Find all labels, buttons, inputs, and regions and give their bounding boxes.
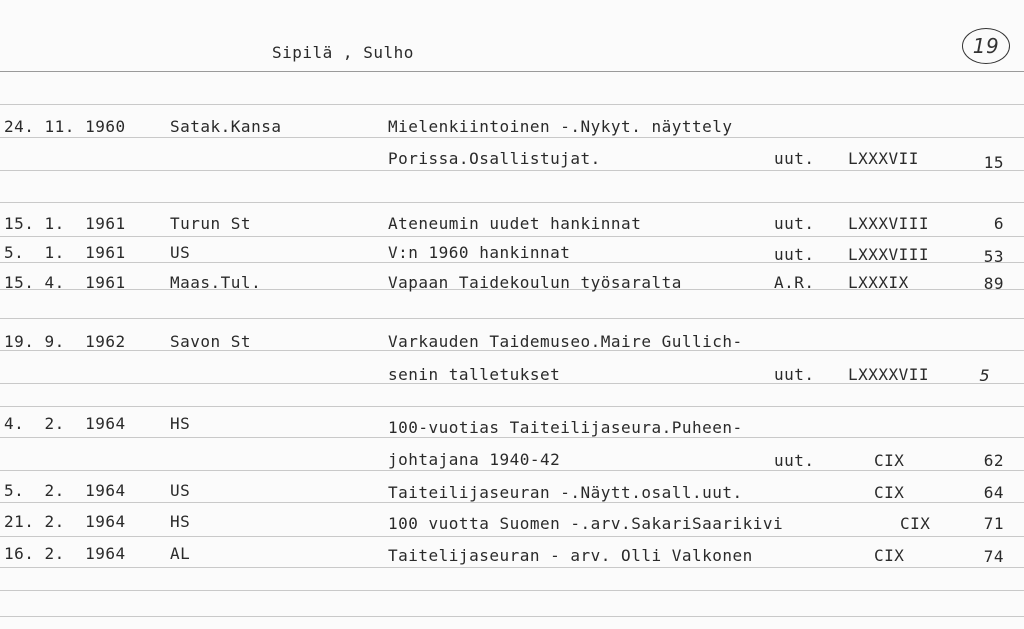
ruled-line [0, 590, 1024, 591]
entry-volume: CIX [874, 451, 905, 470]
entry-page: 89 [983, 274, 1004, 293]
ruled-line [0, 536, 1024, 537]
entry-volume: CIX [874, 483, 905, 502]
entry-page: 15 [983, 153, 1004, 172]
ruled-line [0, 236, 1024, 237]
entry-title: johtajana 1940-42 [388, 450, 561, 469]
entry-title: Mielenkiintoinen -.Nykyt. näyttely [388, 117, 733, 136]
entry-date: 15. 4. 1961 [4, 273, 126, 292]
entry-volume: CIX [900, 514, 931, 533]
entry-source: AL [170, 544, 191, 563]
ruled-line [0, 170, 1024, 171]
entry-source: Maas.Tul. [170, 273, 262, 292]
entry-source: HS [170, 512, 191, 531]
ruled-line [0, 104, 1024, 105]
entry-title: 100 vuotta Suomen -.arv.SakariSaarikivi [388, 514, 784, 533]
ruled-line [0, 202, 1024, 203]
entry-title: senin talletukset [388, 365, 561, 384]
entry-page: 74 [983, 547, 1004, 566]
entry-volume: LXXXIX [848, 273, 909, 292]
entry-source: US [170, 243, 191, 262]
entry-source: Satak.Kansa [170, 117, 282, 136]
entry-date: 5. 2. 1964 [4, 481, 126, 500]
entry-title: Porissa.Osallistujat. [388, 149, 601, 168]
entry-page: 62 [983, 451, 1004, 470]
header-rule [0, 71, 1024, 72]
entry-date: 19. 9. 1962 [4, 332, 126, 351]
entry-volume: LXXXVIII [848, 245, 930, 264]
entry-page: 64 [983, 483, 1004, 502]
entry-type: uut. [774, 245, 815, 264]
entry-source: Savon St [170, 332, 252, 351]
ruled-line [0, 137, 1024, 138]
entry-type: uut. [774, 451, 815, 470]
entry-date: 4. 2. 1964 [4, 414, 126, 433]
entry-date: 16. 2. 1964 [4, 544, 126, 563]
entry-date: 24. 11. 1960 [4, 117, 126, 136]
entry-page: 6 [993, 214, 1004, 233]
entry-title: V:n 1960 hankinnat [388, 243, 571, 262]
ruled-line [0, 502, 1024, 503]
entry-page: 53 [983, 247, 1004, 266]
entry-page: 5 [979, 366, 990, 385]
entry-type: uut. [774, 365, 815, 384]
entry-date: 21. 2. 1964 [4, 512, 126, 531]
entry-type: A.R. [774, 273, 815, 292]
entry-type: uut. [774, 214, 815, 233]
entry-type: uut. [774, 149, 815, 168]
ruled-line [0, 470, 1024, 471]
ruled-line [0, 437, 1024, 438]
ruled-line [0, 616, 1024, 617]
entry-source: HS [170, 414, 191, 433]
entry-title: Taitelijaseuran - arv. Olli Valkonen [388, 546, 753, 565]
entry-date: 15. 1. 1961 [4, 214, 126, 233]
entry-title: Taiteilijaseuran -.Näytt.osall.uut. [388, 483, 743, 502]
entry-title: Ateneumin uudet hankinnat [388, 214, 642, 233]
entry-volume: CIX [874, 546, 905, 565]
ruled-line [0, 406, 1024, 407]
card-number-stamp: 19 [962, 28, 1010, 64]
entry-title: 100-vuotias Taiteilijaseura.Puheen- [388, 418, 743, 437]
entry-source: Turun St [170, 214, 252, 233]
entry-title: Varkauden Taidemuseo.Maire Gullich- [388, 332, 743, 351]
entry-date: 5. 1. 1961 [4, 243, 126, 262]
ruled-line [0, 567, 1024, 568]
entry-title: Vapaan Taidekoulun työsaralta [388, 273, 682, 292]
entry-volume: LXXXVII [848, 149, 919, 168]
entry-source: US [170, 481, 191, 500]
card-heading-name: Sipilä , Sulho [272, 43, 414, 62]
entry-volume: LXXXVIII [848, 214, 930, 233]
ruled-line [0, 318, 1024, 319]
entry-volume: LXXXXVII [848, 365, 930, 384]
entry-page: 71 [983, 514, 1004, 533]
